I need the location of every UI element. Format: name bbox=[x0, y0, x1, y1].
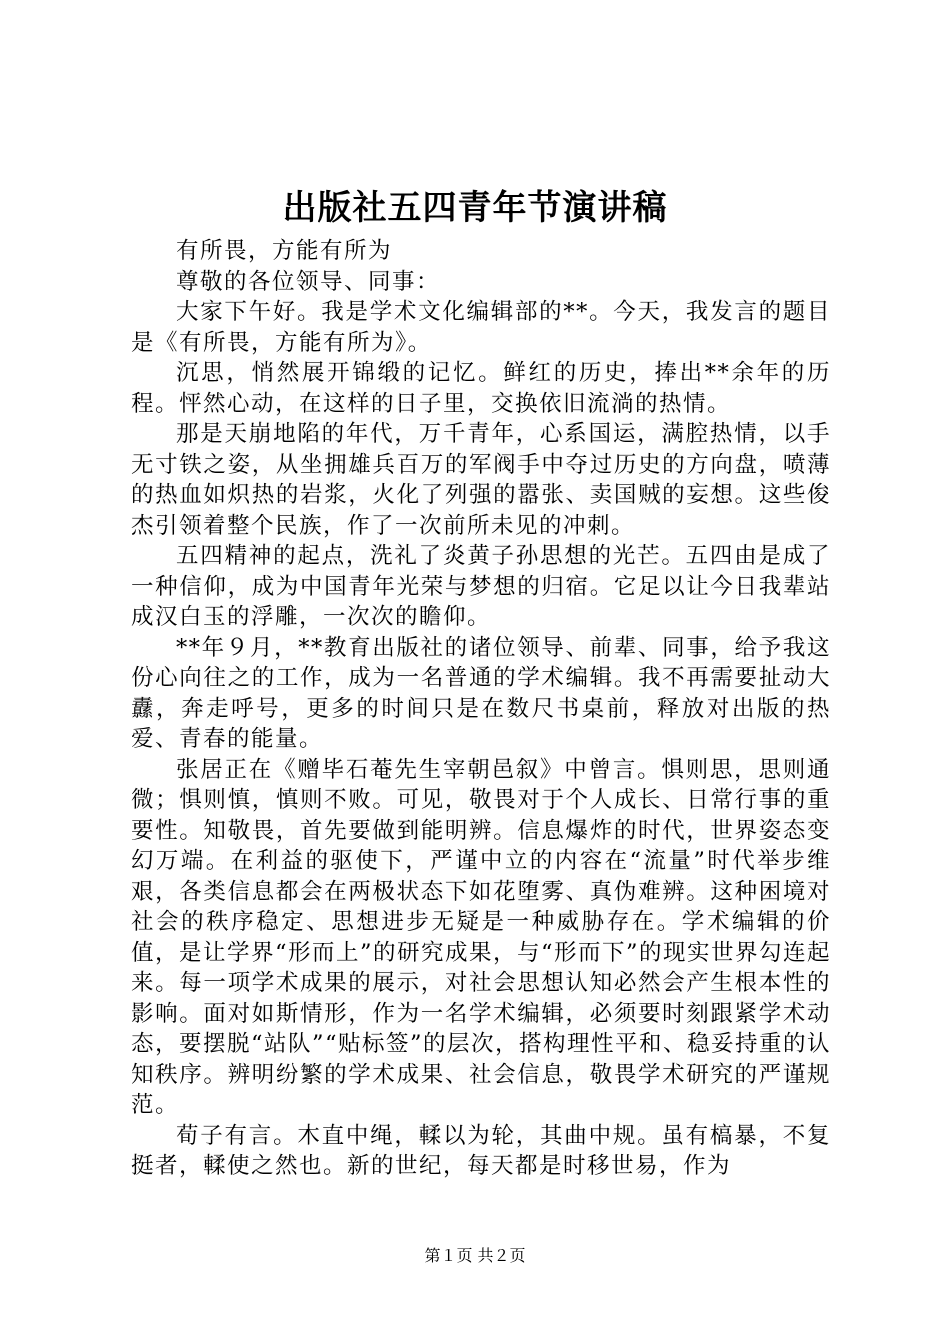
paragraph: **年９月，**教育出版社的诸位领导、前辈、同事，给予我这份心向往之的工作，成为一名普通的学术编辑。我不再需要扯动大纛，奔走呼号，更多的时间只是在数尺书桌前，释放对出版的热爱、青春的能量。 bbox=[131, 634, 831, 752]
document-body bbox=[131, 236, 831, 1182]
paragraph: 荀子有言。木直中绳，輮以为轮，其曲中规。虽有槁暴，不复挺者，輮使之然也。新的世纪，每天都是时移世易，作为 bbox=[131, 1122, 831, 1179]
document-title: 出版社五四青年节演讲稿 bbox=[282, 188, 668, 228]
paragraph: 大家下午好。我是学术文化编辑部的**。今天，我发言的题目是《有所畏，方能有所为》。 bbox=[131, 299, 831, 356]
paragraph: 那是天崩地陷的年代，万千青年，心系国运，满腔热情，以手无寸铁之姿，从坐拥雄兵百万的军阀手中夺过历史的方向盘，喷薄的热血如炽热的岩浆，火化了列强的嚣张、卖国贼的妄想。这些俊杰引领着整个民族，作了一次前所未见的冲刺。 bbox=[131, 421, 831, 539]
paragraph: 五四精神的起点，洗礼了炎黄子孙思想的光芒。五四由是成了一种信仰，成为中国青年光荣与梦想的归宿。它足以让今日我辈站成汉白玉的浮雕，一次次的瞻仰。 bbox=[131, 543, 831, 630]
paragraph: 张居正在《赠毕石菴先生宰朝邑叙》中曾言。惧则思，思则通微；惧则慎，慎则不败。可见，敬畏对于个人成长、日常行事的重要性。知敬畏，首先要做到能明辨。信息爆炸的时代，世界姿态变幻万端。在利益的驱使下，严谨中立的内容在“流量”时代举步维艰，各类信息都会在两极状态下如花堕雾、真伪难辨。这种困境对社会的秩序稳定、思想进步无疑是一种威胁存在。学术编辑的价值，是让学界“形而上”的研究成果，与“形而下”的现实世界勾连起来。每一项学术成果的展示，对社会思想认知必然会产生根本性的影响。面对如斯情形，作为一名学术编辑，必须要时刻跟紧学术动态，要摆脱“站队”“贴标签”的层次，搭构理性平和、稳妥持重的认知秩序。辨明纷繁的学术成果、社会信息，敬畏学术研究的严谨规范。 bbox=[131, 756, 832, 1118]
page-footer: 第１页 共２页 bbox=[424, 1246, 526, 1265]
paragraph: 沉思，悄然展开锦缎的记忆。鲜红的历史，捧出**余年的历程。怦然心动，在这样的日子里，交换依旧流淌的热情。 bbox=[131, 360, 831, 417]
paragraph-salutation: 尊敬的各位领导、同事： bbox=[176, 268, 441, 295]
paragraph-subtitle: 有所畏，方能有所为 bbox=[176, 238, 393, 264]
